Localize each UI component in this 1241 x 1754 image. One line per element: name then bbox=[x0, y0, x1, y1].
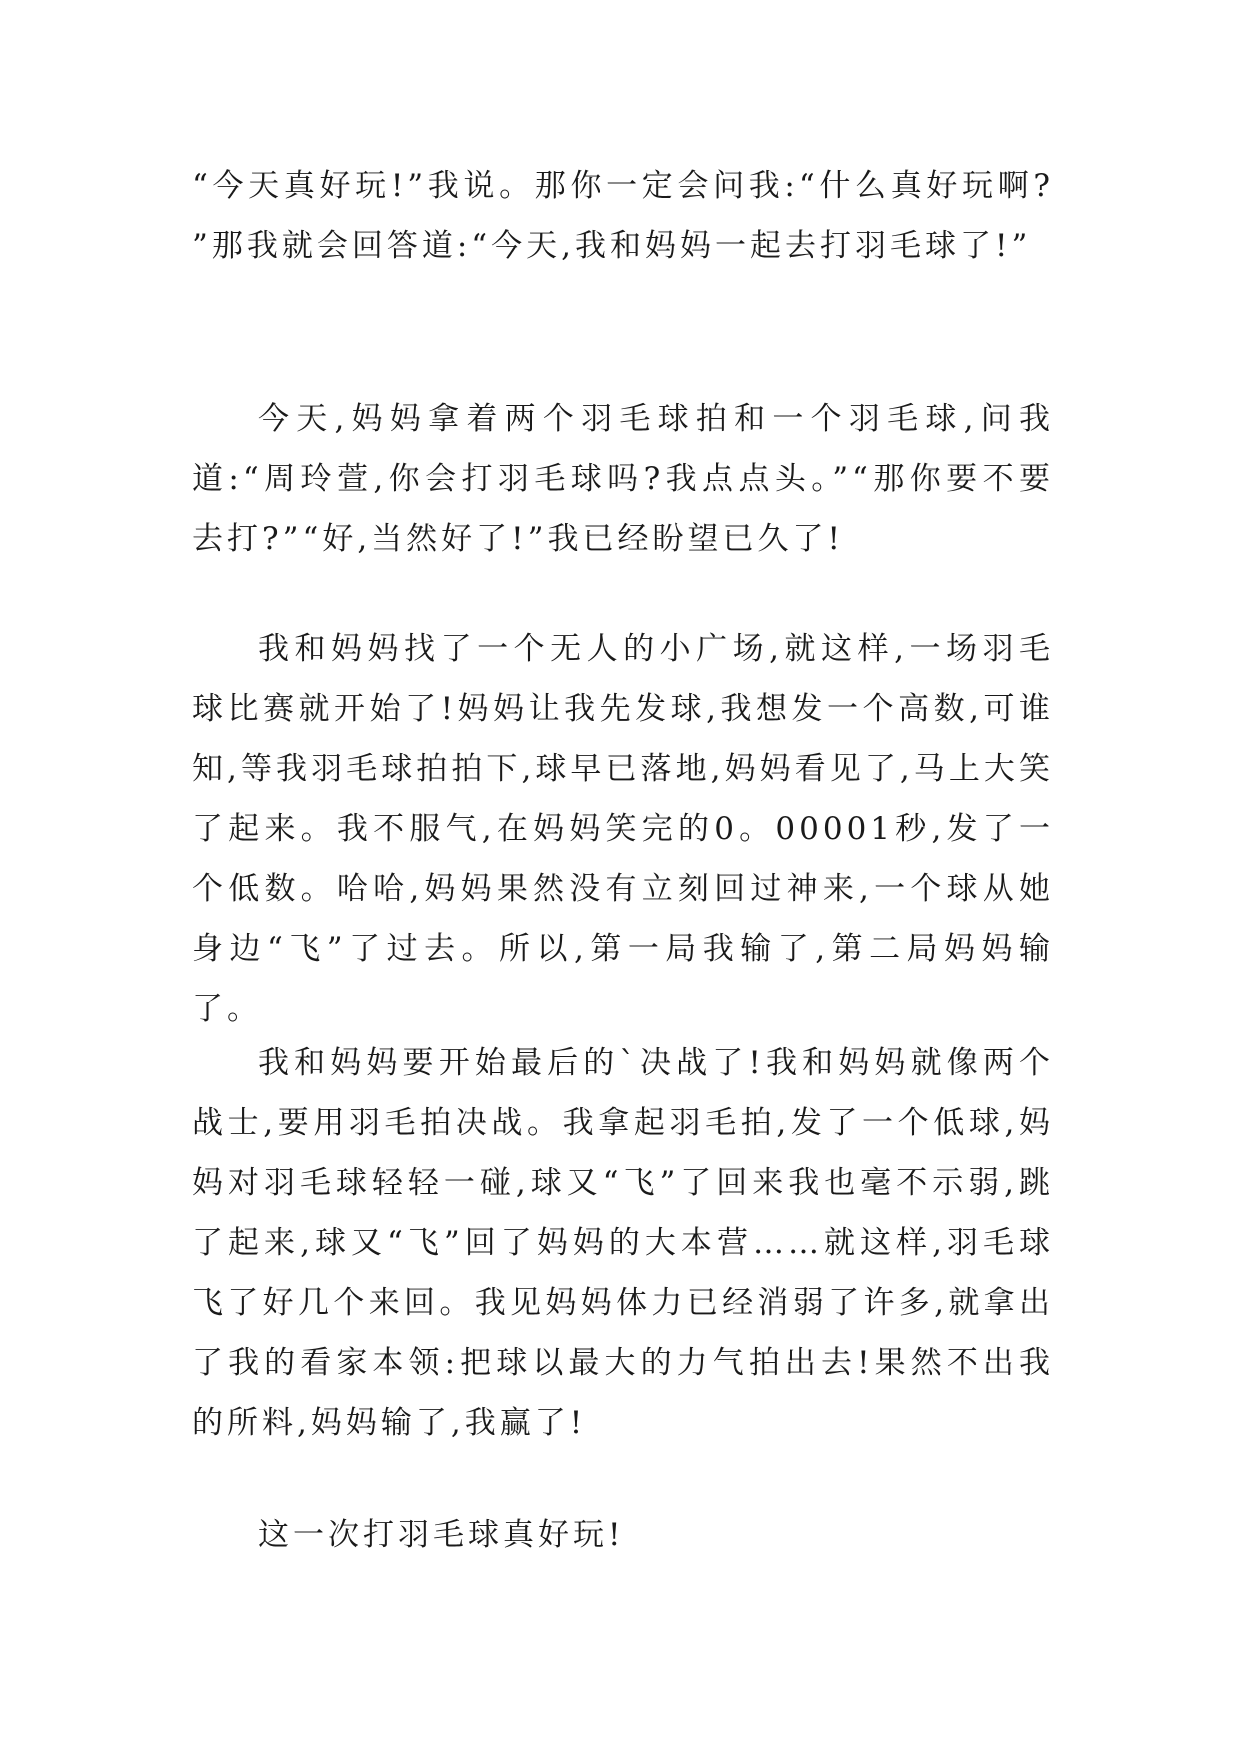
paragraph-intro: “今天真好玩!”我说。那你一定会问我:“什么真好玩啊? ”那我就会回答道:“今天,我和妈妈一起去打羽毛球了!” bbox=[192, 168, 1054, 264]
paragraph-final-match: 我和妈妈要开始最后的`决战了!我和妈妈就像两个战士,要用羽毛拍决战。我拿起羽毛拍,发了一个低球,妈妈对羽毛球轻轻一碰,球又“飞”了回来我也毫不示弱,跳了起来,球又“飞”回了妈妈的大本营……就这样,羽毛球飞了好几个来回。我见妈妈体力已经消弱了许多,就拿出了我的看家本领:把球以最大的力气拍出去!果然不出我的所料,妈妈输了,我赢了! bbox=[192, 1045, 1054, 1441]
paragraph-invitation: 今天,妈妈拿着两个羽毛球拍和一个羽毛球,问我道:“周玲萱,你会打羽毛球吗?我点点头。”“那你要不要去打?”“好,当然好了!”我已经盼望已久了! bbox=[192, 401, 1054, 557]
paragraph-conclusion: 这一次打羽毛球真好玩! bbox=[258, 1517, 625, 1553]
paragraph-first-games: 我和妈妈找了一个无人的小广场,就这样,一场羽毛球比赛就开始了!妈妈让我先发球,我想发一个高数,可谁知,等我羽毛球拍拍下,球早已落地,妈妈看见了,马上大笑了起来。我不服气,在妈妈笑完的0。00001秒,发了一个低数。哈哈,妈妈果然没有立刻回过神来,一个球从她身边“飞”了过去。所以,第一局我输了,第二局妈妈输了。 bbox=[192, 631, 1054, 1027]
